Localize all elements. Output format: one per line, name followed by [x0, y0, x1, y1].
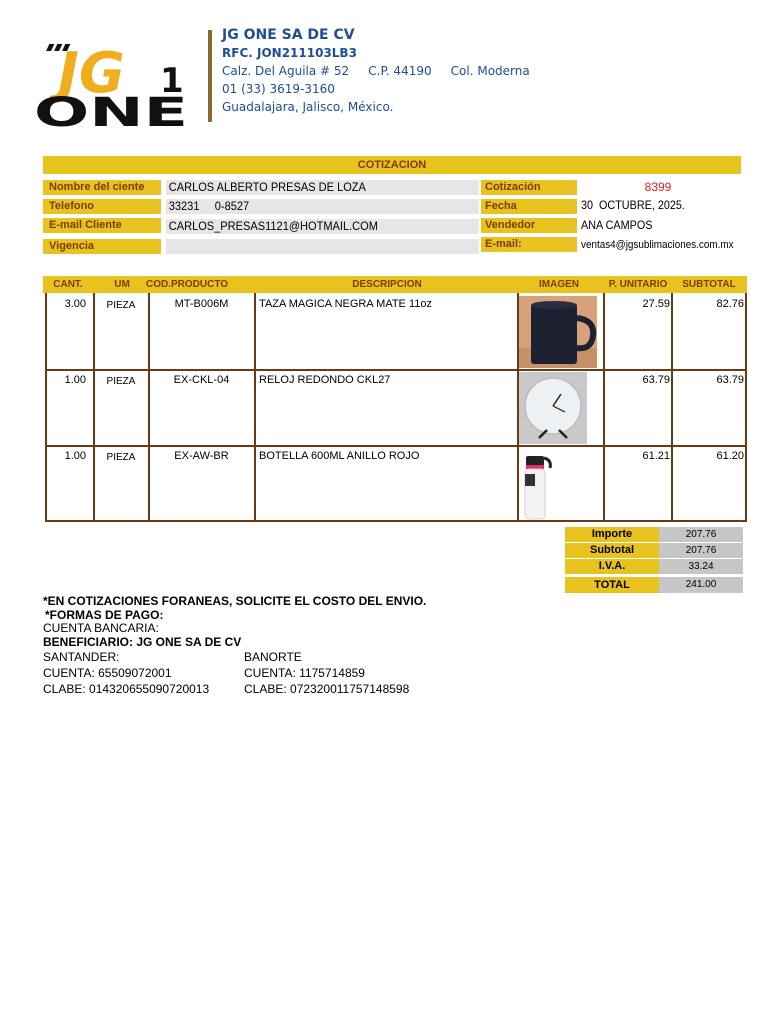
col-divider — [603, 293, 605, 522]
header-divider — [208, 30, 212, 122]
col-divider — [671, 293, 673, 522]
items-table — [45, 293, 747, 522]
row1-qty: 3.00 — [64, 298, 86, 310]
company-name: JG ONE SA DE CV — [222, 27, 355, 43]
black-mug-image — [519, 296, 597, 368]
shipping-note: *EN COTIZACIONES FORANEAS, SOLICITE EL COSTO DEL ENVIO. — [43, 594, 427, 608]
row1-code: MT-B006M — [174, 298, 229, 310]
company-rfc: RFC. JON211103LB3 — [222, 46, 357, 60]
date-label: Fecha — [481, 199, 577, 214]
phone-label: Telefono — [43, 199, 161, 214]
seller-email-value: ventas4@jgsublimaciones.com.mx — [581, 239, 734, 251]
logo-one-mark: 1 — [160, 61, 184, 101]
iva-label: I.V.A. — [565, 559, 659, 574]
row2-qty: 1.00 — [64, 374, 86, 386]
col-header-image: IMAGEN — [539, 279, 579, 290]
email-label: E-mail Cliente — [43, 218, 161, 233]
date-value: 30 OCTUBRE, 2025. — [581, 198, 685, 212]
row2-unit-price: 63.79 — [642, 374, 670, 386]
company-logo — [32, 34, 192, 130]
round-clock-image — [519, 372, 587, 444]
company-phone: 01 (33) 3619-3160 — [222, 82, 335, 96]
col-header-subtotal: SUBTOTAL — [682, 279, 736, 290]
col-header-um: UM — [114, 279, 130, 290]
col-divider — [148, 293, 150, 522]
quote-number-value: 8399 — [644, 180, 672, 194]
row2-um: PIEZA — [106, 376, 136, 387]
importe-label: Importe — [565, 527, 659, 542]
row3-code: EX-AW-BR — [174, 450, 229, 462]
row1-subtotal: 82.76 — [716, 298, 744, 310]
company-city: Guadalajara, Jalisco, México. — [222, 100, 394, 114]
row2-subtotal: 63.79 — [716, 374, 744, 386]
validity-value — [166, 239, 479, 254]
quote-number-label: Cotización — [481, 180, 577, 195]
beneficiary: BENEFICIARIO: JG ONE SA DE CV — [43, 635, 242, 649]
row3-um: PIEZA — [106, 452, 136, 463]
quote-title: COTIZACION — [43, 156, 741, 174]
col-header-qty: CANT. — [53, 279, 83, 290]
col-divider — [254, 293, 256, 522]
row1-um: PIEZA — [106, 300, 136, 311]
validity-label: Vigencia — [43, 239, 161, 254]
row1-desc: TAZA MAGICA NEGRA MATE 11oz — [259, 298, 432, 310]
row-divider — [45, 369, 747, 371]
row-divider — [45, 445, 747, 447]
company-info — [222, 26, 530, 116]
importe-value: 207.76 — [659, 527, 743, 542]
row2-desc: RELOJ REDONDO CKL27 — [259, 374, 391, 386]
row2-code: EX-CKL-04 — [173, 374, 230, 386]
row3-desc: BOTELLA 600ML ANILLO ROJO — [259, 450, 420, 462]
seller-label: Vendedor — [481, 218, 577, 233]
bank2-name: BANORTE — [244, 650, 302, 664]
client-label: Nombre del ciente — [43, 180, 161, 195]
row3-qty: 1.00 — [64, 450, 86, 462]
payment-methods-heading: *FORMAS DE PAGO: — [45, 608, 164, 622]
total-value: 241.00 — [659, 577, 743, 593]
bank-account-heading: CUENTA BANCARIA: — [43, 621, 159, 635]
iva-value: 33.24 — [659, 559, 743, 574]
subtotal-label: Subtotal — [565, 543, 659, 558]
col-divider — [93, 293, 95, 522]
phone-value: 33231 0-8527 — [166, 199, 479, 214]
company-address: Calz. Del Aguila # 52 C.P. 44190 Col. Moderna — [222, 64, 530, 78]
seller-email-label: E-mail: — [481, 237, 577, 252]
row3-unit-price: 61.21 — [642, 450, 670, 462]
total-label: TOTAL — [565, 577, 659, 593]
bank1-account: CUENTA: 65509072001 — [43, 666, 172, 680]
col-header-code: COD.PRODUCTO — [146, 279, 229, 290]
subtotal-value: 207.76 — [659, 543, 743, 558]
row1-unit-price: 27.59 — [642, 298, 670, 310]
logo-one-text: ONE — [34, 90, 188, 130]
col-header-unit-price: P. UNITARIO — [608, 279, 668, 290]
bank1-clabe: CLABE: 014320655090720013 — [43, 682, 210, 696]
email-value: CARLOS_PRESAS1121@HOTMAIL.COM — [166, 219, 479, 234]
row3-subtotal: 61.20 — [716, 450, 744, 462]
seller-value: ANA CAMPOS — [581, 218, 653, 232]
bank2-account: CUENTA: 1175714859 — [244, 666, 365, 680]
col-header-desc: DESCRIPCION — [352, 279, 422, 290]
client-value: CARLOS ALBERTO PRESAS DE LOZA — [166, 180, 479, 195]
bank2-clabe: CLABE: 072320011757148598 — [244, 682, 410, 696]
bank1-name: SANTANDER: — [43, 650, 120, 664]
logo-jg-text: JG — [58, 41, 125, 106]
bottle-image — [519, 448, 553, 520]
